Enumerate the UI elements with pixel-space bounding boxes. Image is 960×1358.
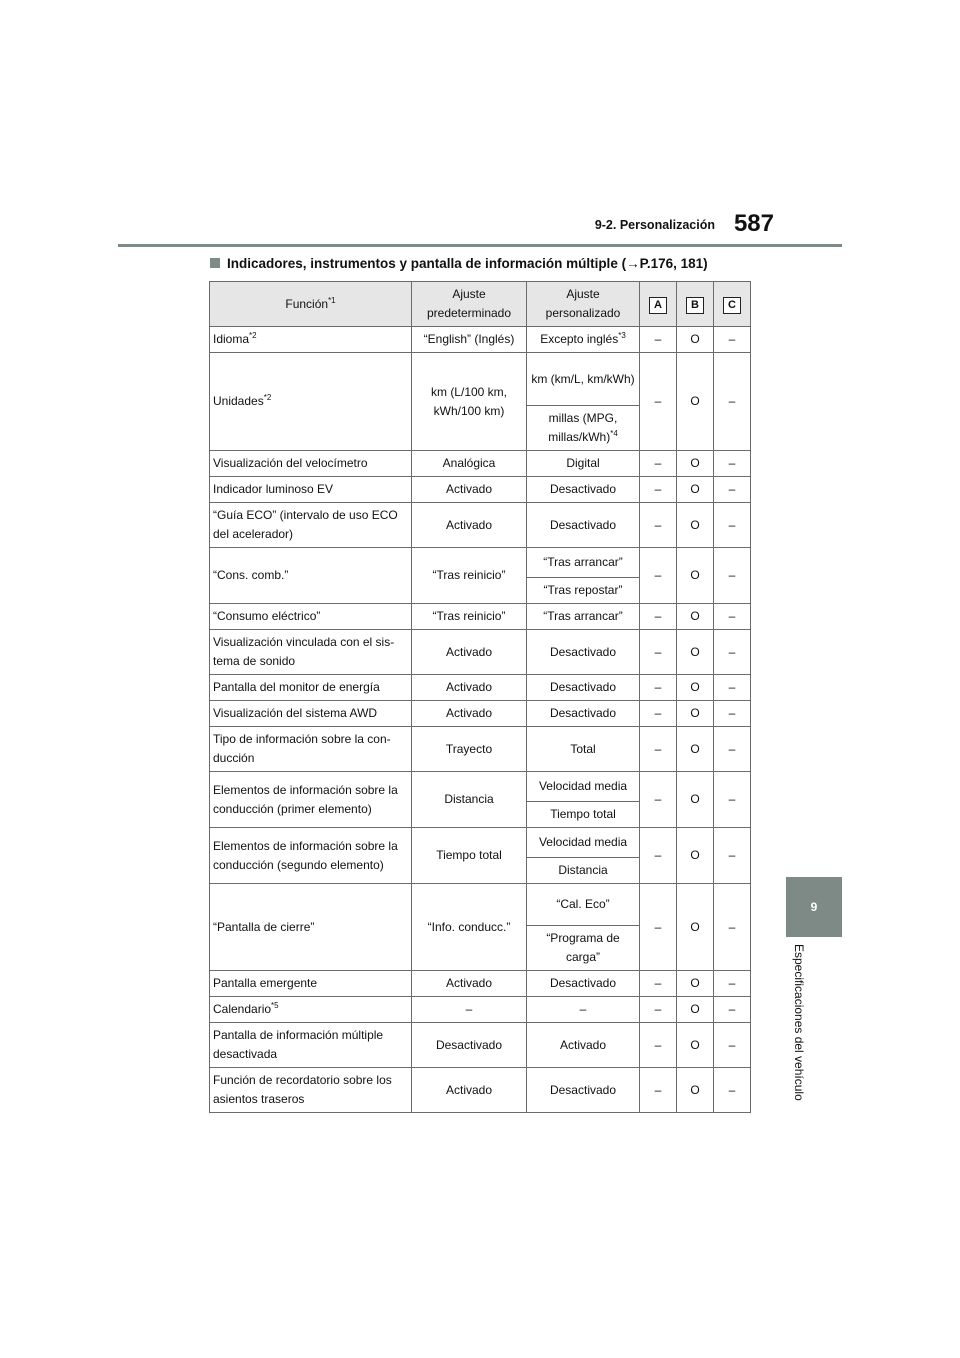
custom-setting-label: “Tras repostar” — [543, 583, 623, 597]
table-row — [210, 353, 751, 406]
custom-setting-cell — [527, 503, 640, 548]
custom-setting-cell — [527, 630, 640, 675]
chapter-label: Especificaciones del vehículo — [792, 944, 806, 1101]
custom-setting-label: Velocidad media — [538, 779, 628, 793]
custom-setting-cell — [527, 548, 640, 578]
function-label: Elementos de información sobre la conducción (primer elemento) — [213, 782, 398, 816]
custom-setting-cell — [527, 451, 640, 477]
default-setting-cell: Activado — [412, 675, 527, 701]
default-setting-cell: Trayecto — [412, 727, 527, 772]
function-label: Calendario — [213, 1002, 272, 1016]
custom-setting-cell — [527, 828, 640, 858]
function-cell — [210, 997, 412, 1023]
custom-setting-label: “Programa de carga” — [546, 931, 620, 964]
function-label: Tipo de información sobre la con-ducción — [213, 732, 391, 765]
table-row — [210, 701, 751, 727]
table-row — [210, 884, 751, 926]
table-row — [210, 327, 751, 353]
column-a-cell: – — [640, 451, 677, 477]
custom-setting-label: Velocidad media — [538, 835, 628, 849]
column-a-cell: – — [640, 971, 677, 997]
custom-setting-label: “Tras arrancar” — [543, 555, 623, 569]
column-c-cell: – — [714, 884, 751, 971]
function-label: Visualización vinculada con el sis-tema de sonido — [213, 635, 395, 668]
column-c-cell: – — [714, 971, 751, 997]
column-b-cell: O — [677, 997, 714, 1023]
column-b-cell: O — [677, 503, 714, 548]
column-b-cell: O — [677, 548, 714, 604]
column-b-cell: O — [677, 1068, 714, 1113]
custom-setting-cell — [527, 802, 640, 828]
custom-setting-label: Total — [570, 741, 596, 756]
heading-text: Indicadores, instrumentos y pantalla de información múltiple (→P.176, 181) — [227, 256, 708, 271]
table-row — [210, 503, 751, 548]
column-a-cell: – — [640, 884, 677, 971]
function-cell — [210, 971, 412, 997]
column-b-cell: O — [677, 675, 714, 701]
table-row — [210, 1023, 751, 1068]
default-setting-cell: Activado — [412, 630, 527, 675]
custom-setting-cell — [527, 997, 640, 1023]
custom-setting-label: Desactivado — [549, 680, 617, 694]
custom-setting-label: “Cal. Eco” — [556, 897, 610, 911]
column-b-cell: O — [677, 604, 714, 630]
column-c-cell: – — [714, 1023, 751, 1068]
column-c-cell: – — [714, 451, 751, 477]
table-row — [210, 630, 751, 675]
column-c-cell: – — [714, 828, 751, 884]
custom-setting-cell — [527, 926, 640, 971]
column-a-cell: – — [640, 701, 677, 727]
custom-setting-cell — [527, 772, 640, 802]
function-cell — [210, 353, 412, 451]
page-number: 587 — [733, 210, 774, 237]
custom-setting-cell — [527, 327, 640, 353]
column-a-cell: – — [640, 477, 677, 503]
default-setting-cell: Analógica — [412, 451, 527, 477]
bullet-square-icon — [210, 258, 220, 268]
default-setting-cell: Activado — [412, 503, 527, 548]
function-label: Unidades — [213, 394, 264, 408]
function-cell — [210, 548, 412, 604]
function-cell — [210, 1023, 412, 1068]
column-c-cell: – — [714, 1068, 751, 1113]
settings-table — [209, 281, 751, 1113]
function-label: Indicador luminoso EV — [213, 482, 334, 496]
function-label: Pantalla emergente — [213, 976, 318, 990]
column-b-cell: O — [677, 971, 714, 997]
column-a-cell: – — [640, 828, 677, 884]
default-setting-cell: “Tras reinicio” — [412, 604, 527, 630]
column-a-cell: – — [640, 675, 677, 701]
column-c-cell: – — [714, 353, 751, 451]
function-cell — [210, 503, 412, 548]
custom-setting-cell — [527, 675, 640, 701]
chapter-tab: 9 — [786, 877, 842, 937]
column-a-cell: – — [640, 1068, 677, 1113]
column-c-cell: – — [714, 772, 751, 828]
column-b-cell: O — [677, 353, 714, 451]
column-a-cell: – — [640, 327, 677, 353]
function-cell — [210, 701, 412, 727]
custom-setting-label: Activado — [559, 1037, 607, 1052]
table-row — [210, 971, 751, 997]
column-header-c: C — [714, 282, 751, 327]
column-a-cell: – — [640, 604, 677, 630]
header-divider — [118, 244, 842, 247]
column-header-a: A — [640, 282, 677, 327]
default-setting-cell: Distancia — [412, 772, 527, 828]
footnote-mark: *1 — [328, 295, 336, 305]
function-label: Pantalla del monitor de energía — [213, 680, 380, 694]
function-cell — [210, 327, 412, 353]
column-a-cell: – — [640, 997, 677, 1023]
table-row — [210, 1068, 751, 1113]
column-header-function: Función$^{*1}$ — [210, 282, 412, 327]
custom-setting-label: Desactivado — [549, 706, 617, 720]
column-b-cell: O — [677, 1023, 714, 1068]
function-label: Pantalla de información múltiple desactivada — [213, 1028, 384, 1061]
column-header-b: B — [677, 282, 714, 327]
default-setting-cell: km (L/100 km, kWh/100 km) — [412, 353, 527, 451]
function-cell — [210, 604, 412, 630]
column-c-cell: – — [714, 548, 751, 604]
function-label: Visualización del sistema AWD — [213, 706, 378, 720]
default-setting-cell: Activado — [412, 1068, 527, 1113]
column-a-cell: – — [640, 548, 677, 604]
table-row — [210, 727, 751, 772]
custom-setting-label: Tiempo total — [550, 807, 616, 821]
column-c-cell: – — [714, 727, 751, 772]
function-label: “Cons. comb.” — [213, 568, 289, 582]
custom-setting-label: Excepto inglés — [540, 332, 619, 346]
function-cell — [210, 1068, 412, 1113]
custom-setting-label: Digital — [566, 456, 600, 470]
function-label: Idioma — [213, 332, 250, 346]
column-header-custom: Ajuste personalizado — [527, 282, 640, 327]
function-label: Visualización del velocímetro — [213, 456, 368, 470]
footnote-mark: *2 — [249, 331, 257, 340]
custom-setting-label: Desactivado — [549, 482, 617, 496]
column-b-cell: O — [677, 884, 714, 971]
column-b-cell: O — [677, 828, 714, 884]
custom-setting-label: Desactivado — [549, 517, 617, 532]
custom-setting-cell — [527, 406, 640, 451]
column-a-cell: – — [640, 727, 677, 772]
custom-setting-cell — [527, 604, 640, 630]
custom-setting-cell — [527, 1023, 640, 1068]
function-cell — [210, 675, 412, 701]
custom-setting-label: millas (MPG, millas/kWh) — [548, 411, 618, 444]
footnote-mark: *3 — [618, 331, 626, 340]
table-row — [210, 604, 751, 630]
table-body — [210, 327, 751, 1113]
table-row — [210, 828, 751, 858]
table-row — [210, 675, 751, 701]
function-cell — [210, 630, 412, 675]
function-label: “Pantalla de cierre” — [213, 919, 315, 934]
default-setting-cell: Desactivado — [412, 1023, 527, 1068]
default-setting-cell: “English” (Inglés) — [412, 327, 527, 353]
custom-setting-cell — [527, 477, 640, 503]
column-a-cell: – — [640, 1023, 677, 1068]
function-cell — [210, 451, 412, 477]
column-b-cell: O — [677, 772, 714, 828]
column-c-cell: – — [714, 327, 751, 353]
table-header-row — [210, 282, 751, 327]
column-c-cell: – — [714, 503, 751, 548]
footnote-mark: *4 — [610, 429, 618, 438]
function-label: “Guía ECO” (intervalo de uso ECO del acelerador) — [213, 508, 398, 541]
column-b-cell: O — [677, 701, 714, 727]
default-setting-cell: “Info. conducc.” — [412, 884, 527, 971]
custom-setting-label: “Tras arrancar” — [543, 609, 623, 623]
custom-setting-cell — [527, 858, 640, 884]
footnote-mark: *2 — [263, 393, 272, 402]
function-cell — [210, 477, 412, 503]
column-a-cell: – — [640, 353, 677, 451]
default-setting-cell: Tiempo total — [412, 828, 527, 884]
table-row — [210, 548, 751, 578]
custom-setting-cell — [527, 578, 640, 604]
custom-setting-cell — [527, 884, 640, 926]
column-b-cell: O — [677, 727, 714, 772]
column-b-cell: O — [677, 630, 714, 675]
custom-setting-label: Desactivado — [549, 976, 617, 990]
function-cell — [210, 772, 412, 828]
custom-setting-cell — [527, 353, 640, 406]
column-header-default: Ajuste predeterminado — [412, 282, 527, 327]
column-b-cell: O — [677, 451, 714, 477]
table-row — [210, 772, 751, 802]
default-setting-cell: “Tras reinicio” — [412, 548, 527, 604]
column-c-cell: – — [714, 604, 751, 630]
section-title: 9-2. Personalización — [594, 218, 715, 232]
function-label: Función de recordatorio sobre los asientos traseros — [213, 1073, 392, 1106]
function-cell — [210, 884, 412, 971]
custom-setting-label: Desactivado — [549, 1082, 617, 1097]
function-cell — [210, 828, 412, 884]
column-c-cell: – — [714, 477, 751, 503]
column-b-cell: O — [677, 477, 714, 503]
column-a-cell: – — [640, 772, 677, 828]
default-setting-cell: Activado — [412, 477, 527, 503]
column-c-cell: – — [714, 675, 751, 701]
custom-setting-label: Desactivado — [549, 644, 617, 659]
table-row — [210, 451, 751, 477]
default-setting-cell: Activado — [412, 701, 527, 727]
custom-setting-cell — [527, 1068, 640, 1113]
table-row — [210, 477, 751, 503]
function-cell — [210, 727, 412, 772]
custom-setting-cell — [527, 971, 640, 997]
column-b-cell: O — [677, 327, 714, 353]
custom-setting-cell — [527, 727, 640, 772]
section-heading — [210, 256, 770, 271]
column-c-cell: – — [714, 701, 751, 727]
function-label: “Consumo eléctrico” — [213, 609, 321, 623]
column-c-cell: – — [714, 630, 751, 675]
default-setting-cell: Activado — [412, 971, 527, 997]
custom-setting-cell — [527, 701, 640, 727]
function-label: Elementos de información sobre la conducción (segundo elemento) — [213, 838, 398, 872]
column-a-cell: – — [640, 503, 677, 548]
custom-setting-label: km (km/L, km/kWh) — [531, 371, 635, 386]
footnote-mark: *5 — [271, 1001, 279, 1010]
column-c-cell: – — [714, 997, 751, 1023]
custom-setting-label: Distancia — [558, 863, 608, 877]
column-a-cell: – — [640, 630, 677, 675]
table-row — [210, 997, 751, 1023]
default-setting-cell: – — [412, 997, 527, 1023]
custom-setting-label: – — [579, 1002, 587, 1016]
